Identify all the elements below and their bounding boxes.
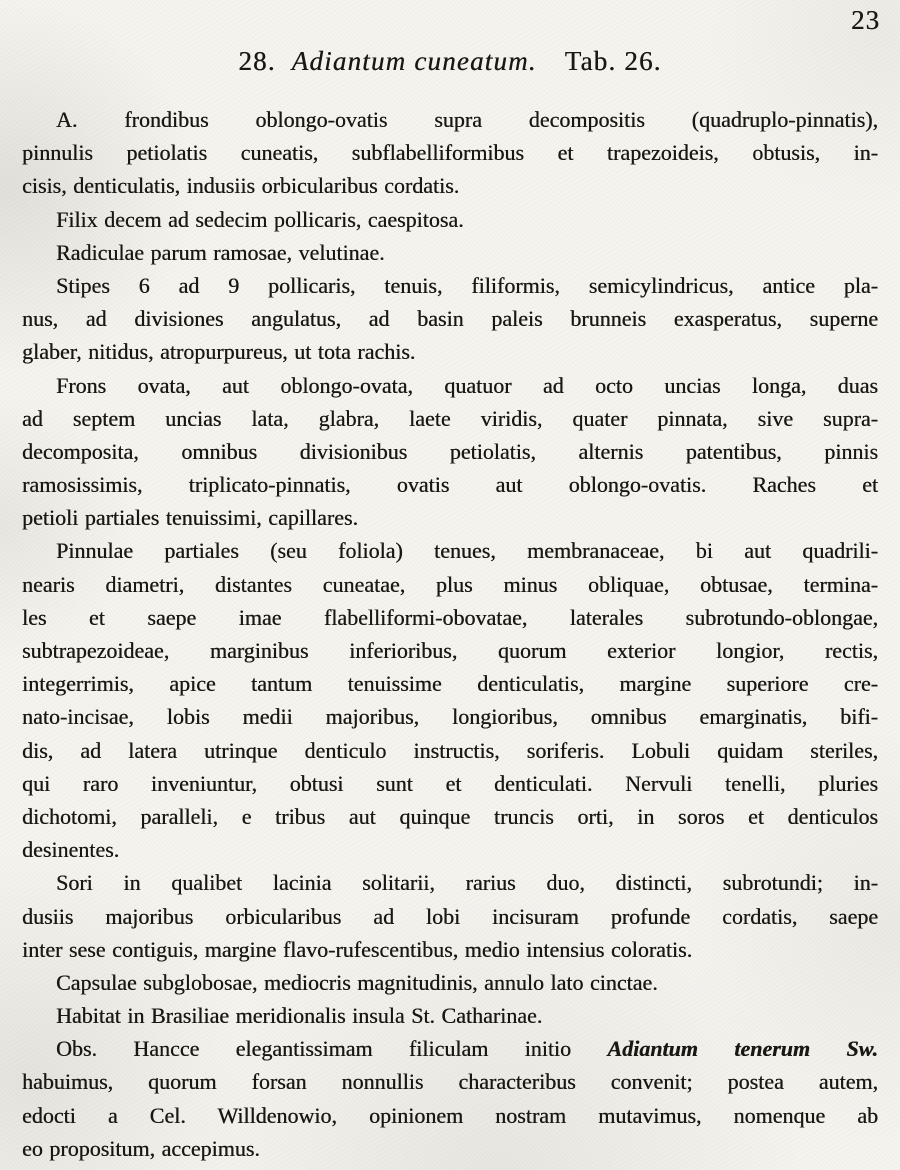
text-segment: Sori in qualibet lacinia solitarii, rarius duo, distincti, subrotundi; in- — [56, 870, 878, 896]
text-segment: qui raro inveniuntur, obtusi sunt et denticulati. Nervuli tenelli, pluries — [22, 770, 878, 796]
text-segment: integerrimis, apice tantum tenuissime denticulatis, margine superiore cre- — [22, 671, 878, 697]
paragraph — [22, 866, 878, 966]
species-name: Adiantum cuneatum. — [291, 46, 537, 76]
text-line — [22, 833, 878, 866]
text-segment: glaber, nitidus, atropurpureus, ut tota rachis. — [22, 339, 416, 365]
paragraph — [22, 534, 878, 866]
text-line — [22, 136, 878, 169]
page-title — [0, 46, 900, 77]
text-segment: Obs. Hancce elegantissimam filiculam initio — [56, 1036, 608, 1062]
text-segment: pinnulis petiolatis cuneatis, subflabelliformibus et trapezoideis, obtusis, in- — [22, 140, 878, 166]
text-segment: inter sese contiguis, margine flavo-rufescentibus, medio intensius coloratis. — [22, 936, 693, 962]
text-line — [22, 601, 878, 634]
text-segment: Pinnulae partiales (seu foliola) tenues, membranaceae, bi aut quadrili- — [56, 538, 878, 564]
text-line — [22, 169, 878, 202]
text-line — [22, 203, 878, 236]
plate-reference: Tab. 26. — [564, 46, 662, 76]
paragraph — [22, 369, 878, 535]
text-segment: Habitat in Brasiliae meridionalis insula St. Catharinae. — [56, 1003, 543, 1029]
text-line — [22, 734, 878, 767]
text-segment: petioli partiales tenuissimi, capillares. — [22, 505, 358, 531]
text-segment: Stipes 6 ad 9 pollicaris, tenuis, filiformis, semicylindricus, antice pla- — [56, 272, 878, 298]
text-line — [22, 236, 878, 269]
species-number: 28. — [238, 46, 276, 76]
text-segment: les et saepe imae flabelliformi-obovatae, laterales subrotundo-oblongae, — [22, 604, 878, 630]
text-line — [22, 634, 878, 667]
text-line — [22, 402, 878, 435]
text-line — [22, 435, 878, 468]
text-line — [22, 335, 878, 368]
text-body — [22, 103, 878, 1165]
text-line — [22, 468, 878, 501]
text-line — [22, 1032, 878, 1065]
text-line — [22, 568, 878, 601]
text-line — [22, 302, 878, 335]
text-segment: dusiis majoribus orbicularibus ad lobi incisuram profunde cordatis, saepe — [22, 903, 878, 929]
text-line — [22, 700, 878, 733]
text-line — [22, 369, 878, 402]
text-line — [22, 1099, 878, 1132]
paragraph — [22, 966, 878, 999]
text-segment: A. frondibus oblongo-ovatis supra decompositis (quadruplo-pinnatis), — [56, 107, 878, 132]
paragraph — [22, 103, 878, 203]
text-line — [22, 933, 878, 966]
text-segment: habuimus, quorum forsan nonnullis characteribus convenit; postea autem, — [22, 1069, 878, 1095]
text-line — [22, 999, 878, 1032]
text-segment: Filix decem ad sedecim pollicaris, caespitosa. — [56, 206, 464, 232]
text-line — [22, 103, 878, 136]
synonym-species-name: Adiantum tenerum Sw. — [607, 1036, 878, 1062]
text-line — [22, 767, 878, 800]
text-line — [22, 966, 878, 999]
text-line — [22, 501, 878, 534]
text-line — [22, 800, 878, 833]
text-segment: decomposita, omnibus divisionibus petiolatis, alternis patentibus, pinnis — [22, 438, 878, 464]
text-line — [22, 866, 878, 899]
text-line — [22, 1132, 878, 1165]
text-segment: ad septem uncias lata, glabra, laete viridis, quater pinnata, sive supra- — [22, 405, 878, 431]
paragraph — [22, 203, 878, 236]
text-segment: eo propositum, accepimus. — [22, 1135, 260, 1161]
page-number: 23 — [851, 5, 880, 35]
text-segment: Frons ovata, aut oblongo-ovata, quatuor ad octo uncias longa, duas — [56, 372, 878, 398]
text-line — [22, 900, 878, 933]
text-line — [22, 534, 878, 567]
text-segment: dichotomi, paralleli, e tribus aut quinque truncis orti, in soros et denticulos — [22, 803, 878, 829]
text-segment: nearis diametri, distantes cuneatae, plus minus obliquae, obtusae, termina- — [22, 571, 878, 597]
text-segment: Capsulae subglobosae, mediocris magnitudinis, annulo lato cinctae. — [56, 969, 658, 995]
text-line — [22, 1065, 878, 1098]
text-segment: Radiculae parum ramosae, velutinae. — [56, 239, 385, 265]
text-segment: dis, ad latera utrinque denticulo instructis, soriferis. Lobuli quidam steriles, — [22, 737, 878, 763]
text-segment: ramosissimis, triplicato-pinnatis, ovatis aut oblongo-ovatis. Raches et — [22, 472, 878, 498]
text-segment: edocti a Cel. Willdenowio, opinionem nostram mutavimus, nomenque ab — [22, 1102, 878, 1128]
text-segment: nus, ad divisiones angulatus, ad basin paleis brunneis exasperatus, superne — [22, 306, 878, 332]
text-line — [22, 667, 878, 700]
paragraph — [22, 999, 878, 1032]
text-segment: nato-incisae, lobis medii majoribus, longioribus, omnibus emarginatis, bifi- — [22, 704, 878, 730]
text-line — [22, 269, 878, 302]
paragraph — [22, 236, 878, 269]
paragraph — [22, 1032, 878, 1165]
text-segment: cisis, denticulatis, indusiis orbicularibus cordatis. — [22, 173, 460, 199]
text-segment: subtrapezoideae, marginibus inferioribus, quorum exterior longior, rectis, — [22, 638, 878, 663]
paragraph — [22, 269, 878, 369]
text-segment: desinentes. — [22, 837, 120, 863]
